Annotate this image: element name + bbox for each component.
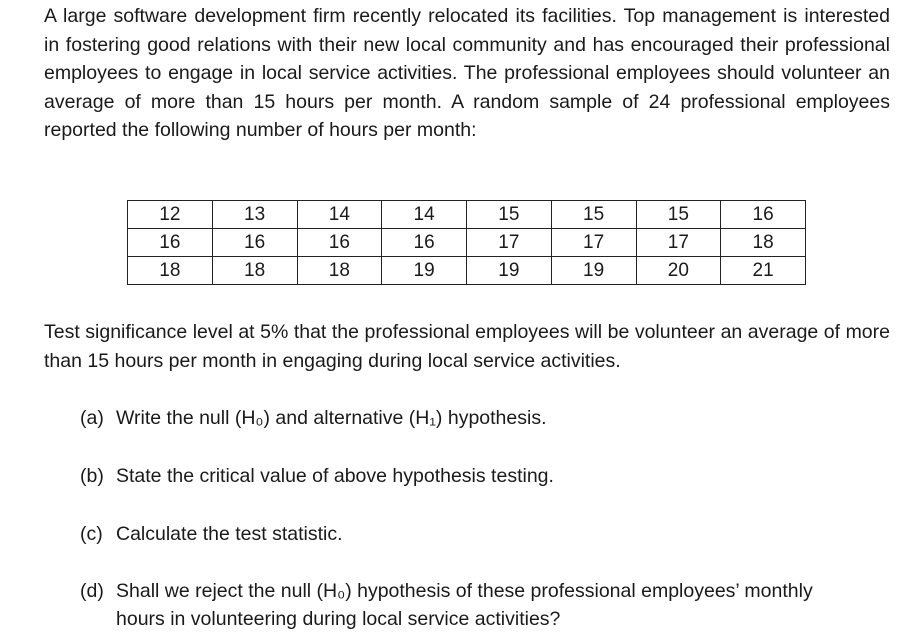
table-cell: 19 [382, 257, 467, 285]
question-text: Shall we reject the null (H₀) hypothesis of these professional employees’ monthly [116, 580, 813, 602]
table-cell: 20 [636, 257, 721, 285]
table-cell: 14 [382, 201, 467, 229]
question-a [80, 404, 890, 433]
table-cell: 17 [467, 229, 552, 257]
table-cell: 18 [128, 257, 213, 285]
question-label: (a) [80, 407, 104, 429]
table-row [128, 201, 806, 229]
table-cell: 19 [467, 257, 552, 285]
table-cell: 15 [636, 201, 721, 229]
question-d [80, 577, 890, 606]
question-d-continuation: hours in volunteering during local service activities? [116, 608, 561, 630]
table-cell: 18 [212, 257, 297, 285]
table-cell: 15 [551, 201, 636, 229]
hours-data-table [127, 200, 806, 285]
table-cell: 16 [297, 229, 382, 257]
table-cell: 19 [551, 257, 636, 285]
table-cell: 16 [212, 229, 297, 257]
table-cell: 18 [721, 229, 806, 257]
question-text: State the critical value of above hypothesis testing. [116, 465, 554, 487]
question-b [80, 462, 890, 491]
table-row [128, 257, 806, 285]
question-text: Write the null (H₀) and alternative (H₁) hypothesis. [116, 407, 547, 429]
table-cell: 17 [551, 229, 636, 257]
question-c [80, 520, 890, 549]
table-cell: 13 [212, 201, 297, 229]
table-cell: 21 [721, 257, 806, 285]
table-cell: 16 [128, 229, 213, 257]
intro-paragraph: A large software development firm recently relocated its facilities. Top management is interested in fostering good relations with their new local community and has encouraged their professional employees to engage in local service activities. The professional employees should volunteer an average of more than 15 hours per month. A random sample of 24 professional employees reported the following number of hours per month: [44, 5, 890, 141]
table-cell: 12 [128, 201, 213, 229]
table-cell: 17 [636, 229, 721, 257]
table-cell: 16 [721, 201, 806, 229]
table-cell: 14 [297, 201, 382, 229]
question-label: (b) [80, 465, 104, 487]
question-label: (c) [80, 523, 103, 545]
table-cell: 15 [467, 201, 552, 229]
table-cell: 18 [297, 257, 382, 285]
question-label: (d) [80, 580, 104, 602]
table-cell: 16 [382, 229, 467, 257]
table-row [128, 229, 806, 257]
test-instruction-paragraph: Test significance level at 5% that the professional employees will be volunteer an average of more than 15 hours per month in engaging during local service activities. [44, 321, 890, 372]
question-text: Calculate the test statistic. [116, 523, 343, 545]
